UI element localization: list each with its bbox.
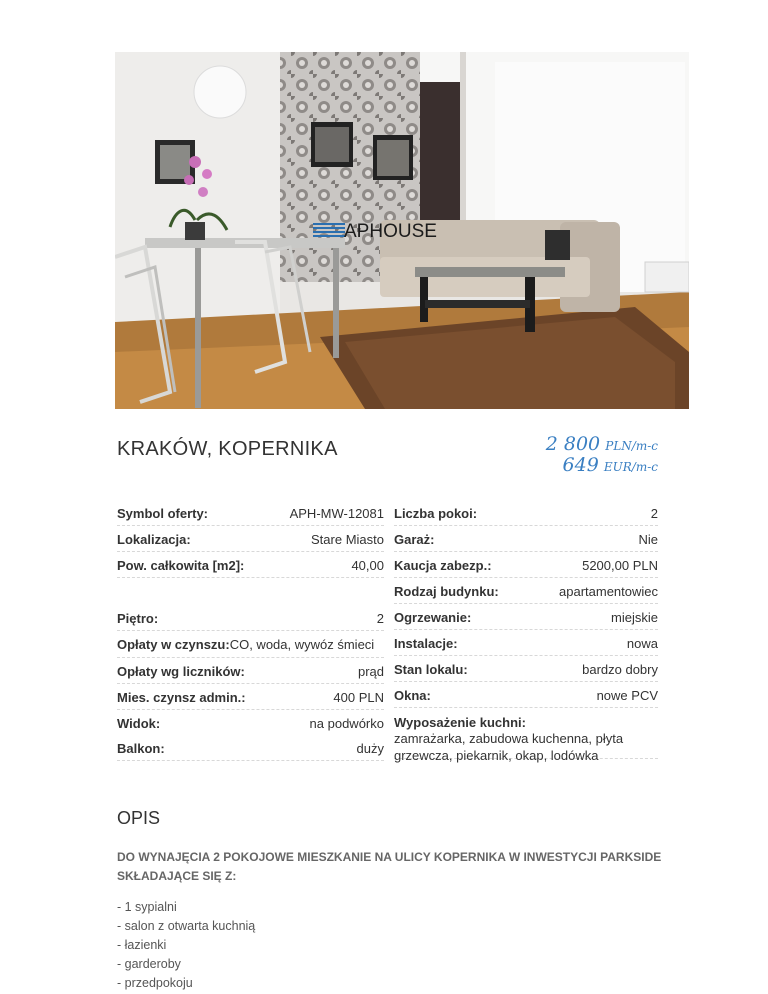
detail-value: Stare Miasto bbox=[311, 532, 384, 547]
details-right-column bbox=[394, 500, 658, 763]
listing-title: KRAKÓW, KOPERNIKA bbox=[117, 438, 338, 460]
detail-row-symbol bbox=[117, 500, 384, 526]
detail-label: Opłaty wg liczników: bbox=[117, 664, 245, 679]
detail-value: na podwórko bbox=[309, 716, 384, 731]
detail-row-metered bbox=[117, 658, 384, 684]
detail-value: CO, woda, wywóz śmieci bbox=[229, 637, 375, 652]
detail-row-admin-fee bbox=[117, 684, 384, 710]
detail-value: 40,00 bbox=[351, 558, 384, 573]
detail-row-rent-includes bbox=[117, 631, 384, 658]
details-left-column bbox=[117, 500, 384, 761]
detail-row-condition bbox=[394, 656, 658, 682]
price-pln-unit: PLN/m-c bbox=[605, 439, 658, 453]
detail-label: Stan lokalu: bbox=[394, 662, 468, 677]
detail-value: APH-MW-12081 bbox=[289, 506, 384, 521]
price-eur bbox=[563, 454, 658, 476]
detail-label: Ogrzewanie: bbox=[394, 610, 472, 625]
detail-value: nowe PCV bbox=[596, 688, 658, 703]
detail-label: Wyposażenie kuchni: bbox=[394, 715, 526, 730]
detail-row-balcony bbox=[117, 735, 384, 761]
detail-label: Pow. całkowita [m2]: bbox=[117, 558, 245, 573]
detail-row-installations bbox=[394, 630, 658, 656]
price-pln-value: 2 800 bbox=[545, 433, 601, 455]
detail-row-building-type bbox=[394, 578, 658, 604]
detail-label: Liczba pokoi: bbox=[394, 506, 478, 521]
detail-value: 2 bbox=[650, 506, 658, 521]
detail-row-garage bbox=[394, 526, 658, 552]
detail-label: Instalacje: bbox=[394, 636, 458, 651]
detail-label: Okna: bbox=[394, 688, 431, 703]
detail-row-heating bbox=[394, 604, 658, 630]
detail-value: duży bbox=[356, 741, 384, 756]
list-item: - łazienki bbox=[117, 938, 167, 952]
detail-row-windows bbox=[394, 682, 658, 708]
list-item: - przedpokoju bbox=[117, 976, 193, 990]
detail-row-area bbox=[117, 552, 384, 578]
detail-label: Opłaty w czynszu: bbox=[117, 637, 230, 652]
detail-value: zamrażarka, zabudowa kuchenna, płyta grzewcza, piekarnik, okap, lodówka bbox=[394, 731, 624, 763]
detail-value: prąd bbox=[357, 664, 384, 679]
detail-row-view bbox=[117, 710, 384, 735]
list-item: - 1 sypialni bbox=[117, 900, 177, 914]
detail-row-deposit bbox=[394, 552, 658, 578]
detail-label: Lokalizacja: bbox=[117, 532, 191, 547]
aphouse-logo-icon bbox=[313, 222, 345, 239]
price-eur-unit: EUR/m-c bbox=[603, 460, 658, 474]
detail-value: bardzo dobry bbox=[582, 662, 658, 677]
detail-label: Symbol oferty: bbox=[117, 506, 209, 521]
detail-value: miejskie bbox=[611, 610, 658, 625]
detail-label: Rodzaj budynku: bbox=[394, 584, 499, 599]
detail-label: Mies. czynsz admin.: bbox=[117, 690, 246, 705]
description-heading: OPIS bbox=[117, 808, 161, 828]
watermark-logo-text: APHOUSE bbox=[344, 221, 437, 242]
detail-row-rooms bbox=[394, 500, 658, 526]
detail-label: Balkon: bbox=[117, 741, 165, 756]
detail-value: 2 bbox=[376, 611, 384, 626]
detail-label: Piętro: bbox=[117, 611, 159, 626]
detail-value: Nie bbox=[638, 532, 658, 547]
detail-value: apartamentowiec bbox=[559, 584, 658, 599]
rooms-list bbox=[117, 898, 255, 993]
list-item: - garderoby bbox=[117, 957, 181, 971]
detail-label: Kaucja zabezp.: bbox=[394, 558, 492, 573]
detail-row-floor bbox=[117, 578, 384, 631]
detail-label: Widok: bbox=[117, 716, 161, 731]
description-lead: DO WYNAJĘCIA 2 POKOJOWE MIESZKANIE NA ULICY KOPERNIKA W INWESTYCJI PARKSIDE SKŁADAJĄCE SIĘ Z: bbox=[117, 850, 662, 883]
detail-value: 5200,00 PLN bbox=[582, 558, 658, 573]
detail-value: 400 PLN bbox=[333, 690, 384, 705]
detail-label: Garaż: bbox=[394, 532, 435, 547]
detail-row-location bbox=[117, 526, 384, 552]
price-pln bbox=[546, 433, 658, 455]
detail-row-kitchen bbox=[394, 708, 658, 763]
price-eur-value: 649 bbox=[562, 454, 599, 476]
detail-value: nowa bbox=[626, 636, 658, 651]
list-item: - salon z otwarta kuchnią bbox=[117, 919, 256, 933]
